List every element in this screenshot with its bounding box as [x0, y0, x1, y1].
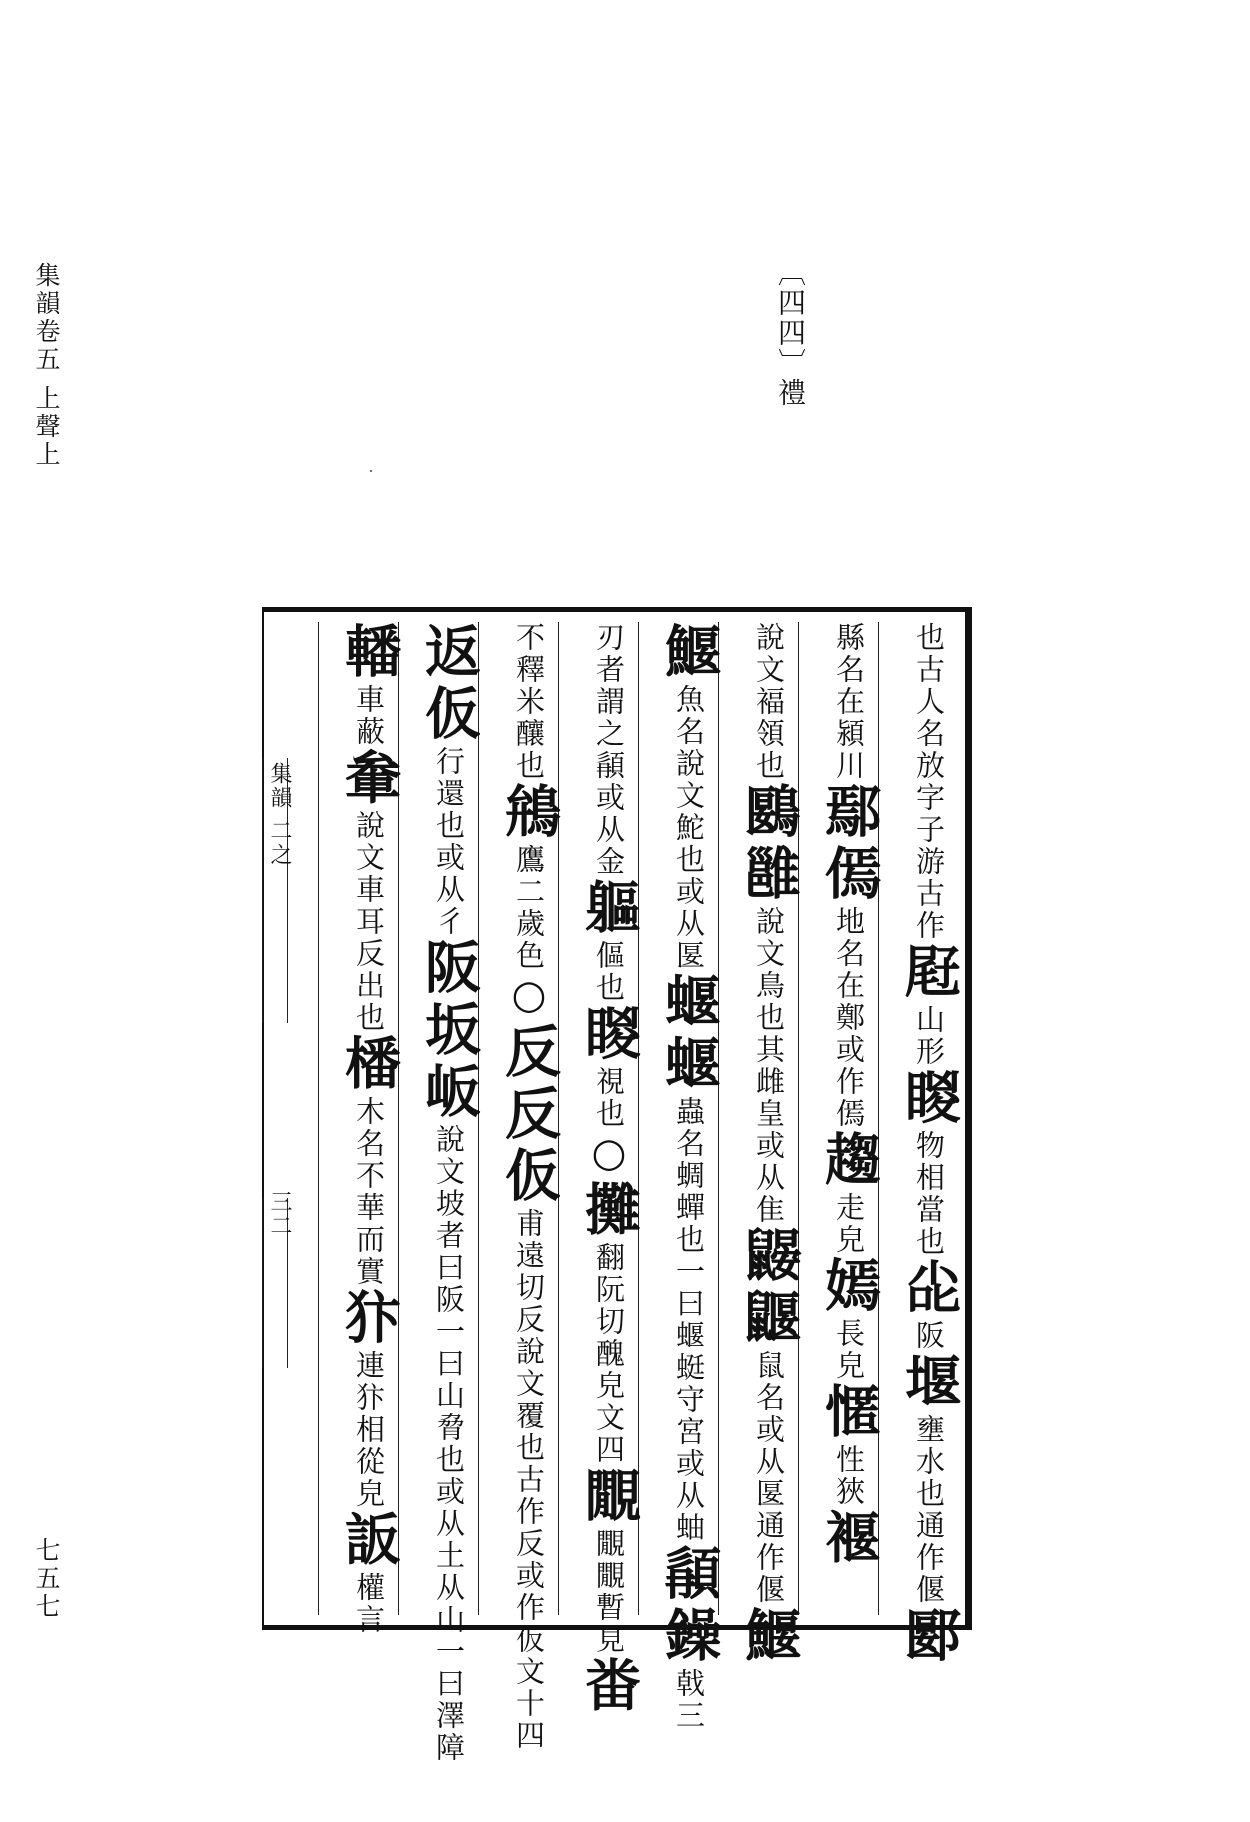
gloss-text: 甫遠切反說文覆也古作反或作仮文十四 — [512, 1208, 546, 1752]
gloss-text: 鷹二歲色 — [512, 844, 546, 972]
gloss-text: 物相當也 — [912, 1130, 946, 1258]
gloss-text: 傴也 — [592, 940, 626, 1004]
head-character: 䁓 — [896, 1068, 962, 1130]
head-character: 雝 — [736, 844, 802, 906]
gloss-text: 長皃 — [832, 1318, 866, 1382]
gloss-text: 說文褔領也 — [752, 622, 786, 782]
head-character: 鄢 — [816, 782, 882, 844]
head-character: 嫣 — [816, 1256, 882, 1318]
head-character: 返 — [416, 622, 482, 684]
head-character: 犿 — [336, 1288, 402, 1350]
gloss-text: 說文車耳反出也 — [352, 810, 386, 1034]
gloss-text: 行還也或从彳 — [432, 746, 466, 938]
head-character: 蝘 — [656, 1034, 722, 1096]
text-column — [318, 622, 402, 1636]
head-character: 覵 — [576, 1466, 642, 1528]
gloss-text: 刃者謂之䫇或从金 — [592, 622, 626, 878]
head-character: 鰋 — [736, 1606, 802, 1668]
gloss-text: 地名在鄭或作傿 — [832, 906, 866, 1130]
gloss-text: 視也 — [592, 1066, 626, 1130]
gloss-text: 翻阮切醜皃文四 — [592, 1242, 626, 1466]
text-column — [638, 622, 722, 1732]
head-character: 㕾 — [896, 1258, 962, 1320]
gloss-text: 山形 — [912, 1004, 946, 1068]
head-character: 蝘 — [656, 972, 722, 1034]
head-character: 橎 — [336, 1034, 402, 1096]
gloss-text: 壅水也通作偃 — [912, 1414, 946, 1606]
editor-note: 〔四四〕禮 — [774, 258, 807, 408]
head-character: 阪 — [416, 938, 482, 1000]
head-character: 軀 — [576, 878, 642, 940]
scan-speck — [370, 470, 372, 472]
head-character: 轓 — [336, 622, 402, 684]
head-character: 䁓 — [576, 1004, 642, 1066]
gloss-text: 性狹 — [832, 1444, 866, 1508]
gloss-text: 車蔽 — [352, 684, 386, 748]
head-character: 䫇 — [656, 1544, 722, 1606]
gloss-text: 不釋米釀也 — [512, 622, 546, 782]
head-character: 攤 — [576, 1180, 642, 1242]
head-character: 䛀 — [336, 1510, 402, 1572]
gloss-text: 魚名說文鮀也或从匽 — [672, 684, 706, 972]
gloss-text: 連犿相從皃 — [352, 1350, 386, 1510]
head-character: 坂 — [416, 1000, 482, 1062]
head-character: 軬 — [336, 748, 402, 810]
head-character: 趨 — [816, 1130, 882, 1192]
head-character: 鼴 — [736, 1288, 802, 1350]
text-column — [558, 622, 642, 1718]
gloss-text: 權言 — [352, 1572, 386, 1636]
block-margin-title: 集韻 二之 — [267, 762, 292, 867]
head-character: 岅 — [416, 1062, 482, 1124]
block-margin-folio: 三二 — [267, 1190, 292, 1238]
gloss-text: 戟三 — [672, 1668, 706, 1732]
head-character: 鰋 — [656, 622, 722, 684]
text-block-frame — [262, 607, 972, 1764]
head-character: 堰 — [896, 1352, 962, 1414]
gloss-text: 也古人名放字子游古作 — [912, 622, 946, 942]
text-column — [718, 622, 802, 1668]
head-character: 傿 — [816, 844, 882, 906]
gloss-text: 木名不華而實 — [352, 1096, 386, 1288]
head-character: 反 — [496, 1022, 562, 1084]
head-character: 鐰 — [656, 1606, 722, 1668]
head-character: 鼹 — [736, 1226, 802, 1288]
head-character: 郾 — [896, 1606, 962, 1668]
head-character: 仮 — [416, 684, 482, 746]
head-character: 屘 — [896, 942, 962, 1004]
text-column — [798, 622, 882, 1615]
text-column — [878, 622, 962, 1668]
head-character: 褗 — [816, 1508, 882, 1570]
section-circle: ○ — [586, 1130, 632, 1180]
gloss-text: 蟲名蜩蟬也一曰蝘蜓守宮或从蚰 — [672, 1096, 706, 1544]
head-character: 㥾 — [816, 1382, 882, 1444]
head-character: 鶠 — [736, 782, 802, 844]
text-column — [478, 622, 562, 1752]
page-number: 七五七 — [32, 1537, 61, 1621]
running-head: 集韻卷五 上聲上 — [32, 262, 61, 469]
gloss-text: 走皃 — [832, 1192, 866, 1256]
head-character: 鴘 — [496, 782, 562, 844]
head-character: 畨 — [576, 1656, 642, 1718]
gloss-text: 說文坡者曰阪一曰山脅也或从土从山一曰澤障 — [432, 1124, 466, 1764]
gloss-text: 阪 — [912, 1320, 946, 1352]
head-character: 仮 — [496, 1146, 562, 1208]
section-circle: ○ — [506, 972, 552, 1022]
gloss-text: 縣名在潁川 — [832, 622, 866, 782]
gloss-text: 說文鳥也其雌皇或从隹 — [752, 906, 786, 1226]
head-character: 反 — [496, 1084, 562, 1146]
text-column — [398, 622, 482, 1764]
gloss-text: 覵覵暫見 — [592, 1528, 626, 1656]
gloss-text: 鼠名或从匽通作偃 — [752, 1350, 786, 1606]
